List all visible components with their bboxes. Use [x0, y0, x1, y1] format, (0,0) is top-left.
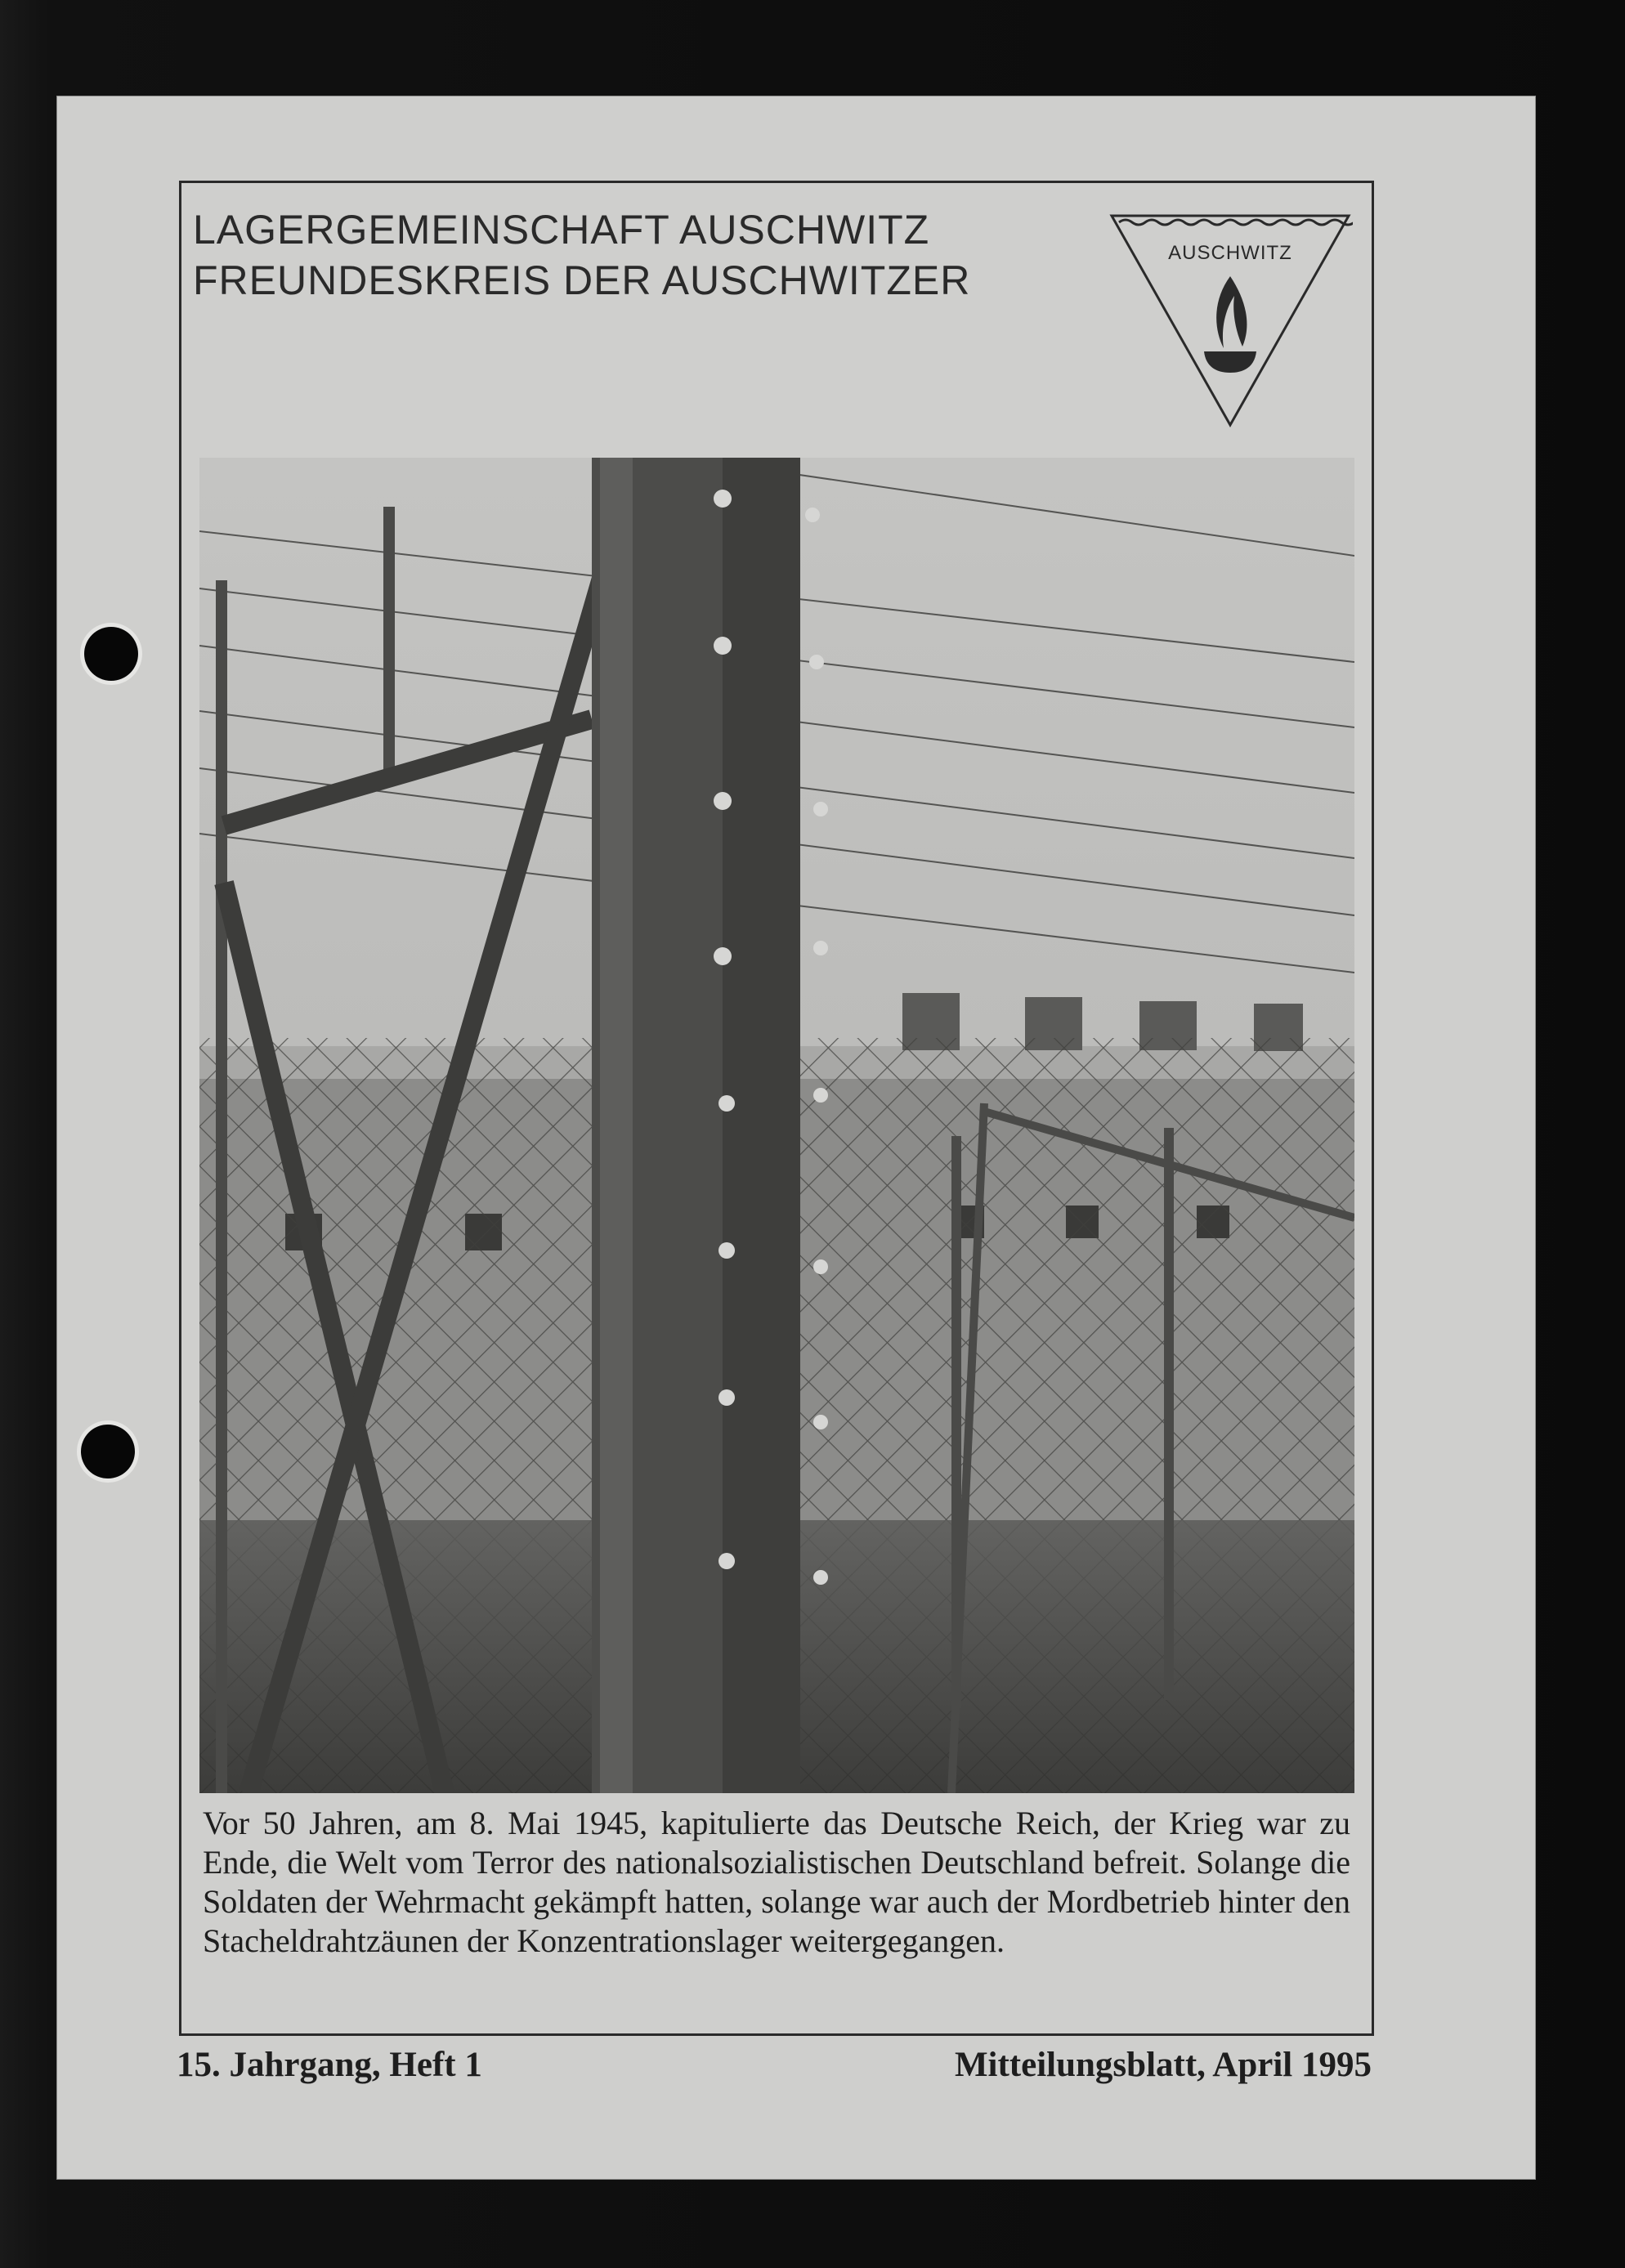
binder-hole-top [84, 627, 138, 681]
organization-title [193, 204, 1125, 306]
binder-hole-bottom [81, 1425, 135, 1478]
auschwitz-logo [1108, 211, 1353, 430]
organization-title-line-2: FREUNDESKREIS DER AUSCHWITZER [193, 257, 971, 303]
organization-title-line-1: LAGERGEMEINSCHAFT AUSCHWITZ [193, 207, 930, 253]
logo-label: AUSCHWITZ [1168, 242, 1292, 264]
fence-photo-illustration [199, 458, 1354, 1793]
publication-date: Mitteilungsblatt, April 1995 [954, 2046, 1372, 2084]
cover-caption: Vor 50 Jahren, am 8. Mai 1945, kapitulierte das Deutsche Reich, der Krieg war zu Ende, die Welt vom Terror des nationalsozialistischen Deutschland befreit. Solange die Soldaten der Wehrmacht gekämpft hatten, solange war auch der Mordbetrieb hinter den Stacheldrahtzäunen der Konzentrationslager weitergegangen. [203, 1805, 1350, 1959]
cover-photo-camp-fence [199, 458, 1354, 1793]
issue-label: 15. Jahrgang, Heft 1 [177, 2046, 482, 2084]
